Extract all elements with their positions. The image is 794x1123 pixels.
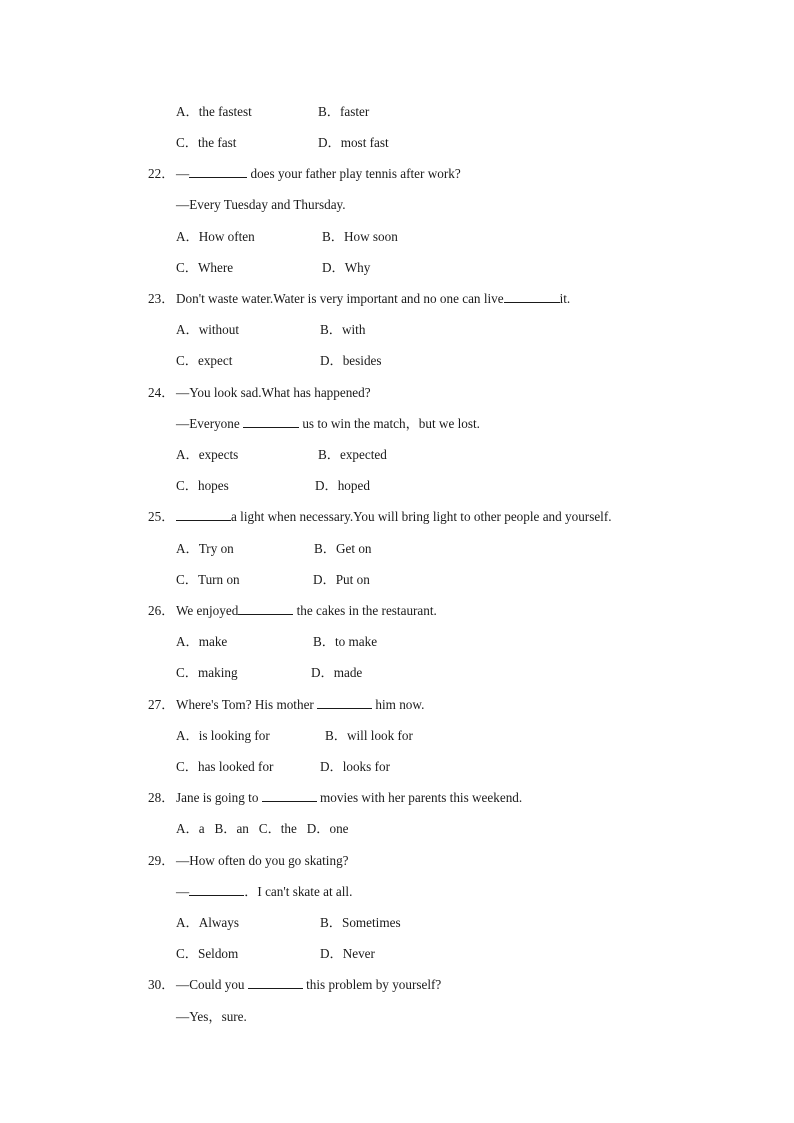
q23-stem [176, 291, 570, 307]
q24-option-b: B．expected [318, 447, 387, 462]
q24-option-c: C．hopes [176, 478, 229, 493]
q29-reply-pre: — [176, 884, 190, 899]
q23-option-d: D．besides [320, 353, 382, 368]
q30-stem-pre: —Could you [176, 977, 248, 992]
q21-option-a: A．the fastest [176, 104, 252, 119]
q24-option-a: A．expects [176, 447, 239, 462]
q24-option-d: D．hoped [315, 478, 370, 493]
q26-number: 26． [148, 603, 175, 618]
q29-reply [176, 884, 352, 900]
q29-option-d: D．Never [320, 946, 375, 961]
q28-stem-pre: Jane is going to [176, 790, 262, 805]
q23-stem-pre: Don't waste water.Water is very important and no one can live [176, 291, 504, 306]
q30-blank [248, 977, 303, 989]
q26-option-a: A．make [176, 634, 228, 649]
q24-reply-post: us to win the match，but we lost. [299, 416, 480, 431]
q26-option-d: D．made [311, 665, 363, 680]
q22-option-c: C．Where [176, 260, 234, 275]
q24-blank [243, 416, 299, 428]
q28-number: 28． [148, 790, 175, 805]
q26-stem-post: the cakes in the restaurant. [293, 603, 437, 618]
q25-option-b: B．Get on [314, 541, 372, 556]
q22-number: 22． [148, 166, 175, 181]
q30-stem [176, 977, 441, 993]
q24-stem: —You look sad.What has happened? [176, 385, 371, 400]
q23-option-b: B．with [320, 322, 366, 337]
q28-blank [262, 790, 317, 802]
q22-stem-pre: — [176, 166, 190, 181]
q25-blank [176, 509, 231, 521]
q29-blank [189, 884, 244, 896]
q23-stem-post: it. [559, 291, 571, 306]
q26-blank [238, 603, 293, 615]
q29-stem: —How often do you go skating? [176, 853, 349, 868]
q26-option-b: B．to make [313, 634, 378, 649]
q27-option-a: A．is looking for [176, 728, 270, 743]
q22-reply: —Every Tuesday and Thursday. [176, 197, 346, 212]
q30-reply: —Yes，sure. [176, 1009, 247, 1024]
q25-option-c: C．Turn on [176, 572, 240, 587]
q26-stem [176, 603, 437, 619]
q29-reply-post: ．I can't skate at all. [244, 884, 353, 899]
q29-option-b: B．Sometimes [320, 915, 401, 930]
q26-stem-pre: We enjoyed [176, 603, 239, 618]
q23-option-c: C．expect [176, 353, 233, 368]
q24-reply-pre: —Everyone [176, 416, 244, 431]
q30-stem-post: this problem by yourself? [302, 977, 442, 992]
q23-blank [504, 291, 560, 303]
q23-option-a: A．without [176, 322, 240, 337]
q24-number: 24． [148, 385, 175, 400]
q27-option-c: C．has looked for [176, 759, 274, 774]
q21-option-d: D．most fast [318, 135, 389, 150]
q27-number: 27． [148, 697, 175, 712]
q22-stem-post: does your father play tennis after work? [247, 166, 461, 181]
q25-number: 25． [148, 509, 175, 524]
q27-option-d: D．looks for [320, 759, 390, 774]
q22-option-a: A．How often [176, 229, 255, 244]
q26-option-c: C．making [176, 665, 238, 680]
q21-option-b: B．faster [318, 104, 370, 119]
q23-number: 23． [148, 291, 175, 306]
q28-stem-post: movies with her parents this weekend. [316, 790, 523, 805]
q25-option-a: A．Try on [176, 541, 234, 556]
q27-stem-post: him now. [372, 697, 425, 712]
q27-option-b: B．will look for [325, 728, 413, 743]
q27-blank [317, 697, 372, 709]
q25-stem-post: a light when necessary.You will bring light to other people and yourself. [231, 509, 612, 524]
q30-number: 30． [148, 977, 175, 992]
q27-stem [176, 697, 424, 713]
q22-option-d: D．Why [322, 260, 371, 275]
q29-option-a: A．Always [176, 915, 240, 930]
q24-reply [176, 416, 480, 432]
q22-stem [176, 166, 461, 182]
q27-stem-pre: Where's Tom? His mother [176, 697, 318, 712]
q22-blank [189, 166, 247, 178]
q29-number: 29． [148, 853, 175, 868]
q21-option-c: C．the fast [176, 135, 237, 150]
q28-options: A．a B．an C．the D．one [176, 821, 349, 836]
q22-option-b: B．How soon [322, 229, 398, 244]
q28-stem [176, 790, 522, 806]
q25-stem [176, 509, 612, 525]
q29-option-c: C．Seldom [176, 946, 239, 961]
q25-option-d: D．Put on [313, 572, 370, 587]
